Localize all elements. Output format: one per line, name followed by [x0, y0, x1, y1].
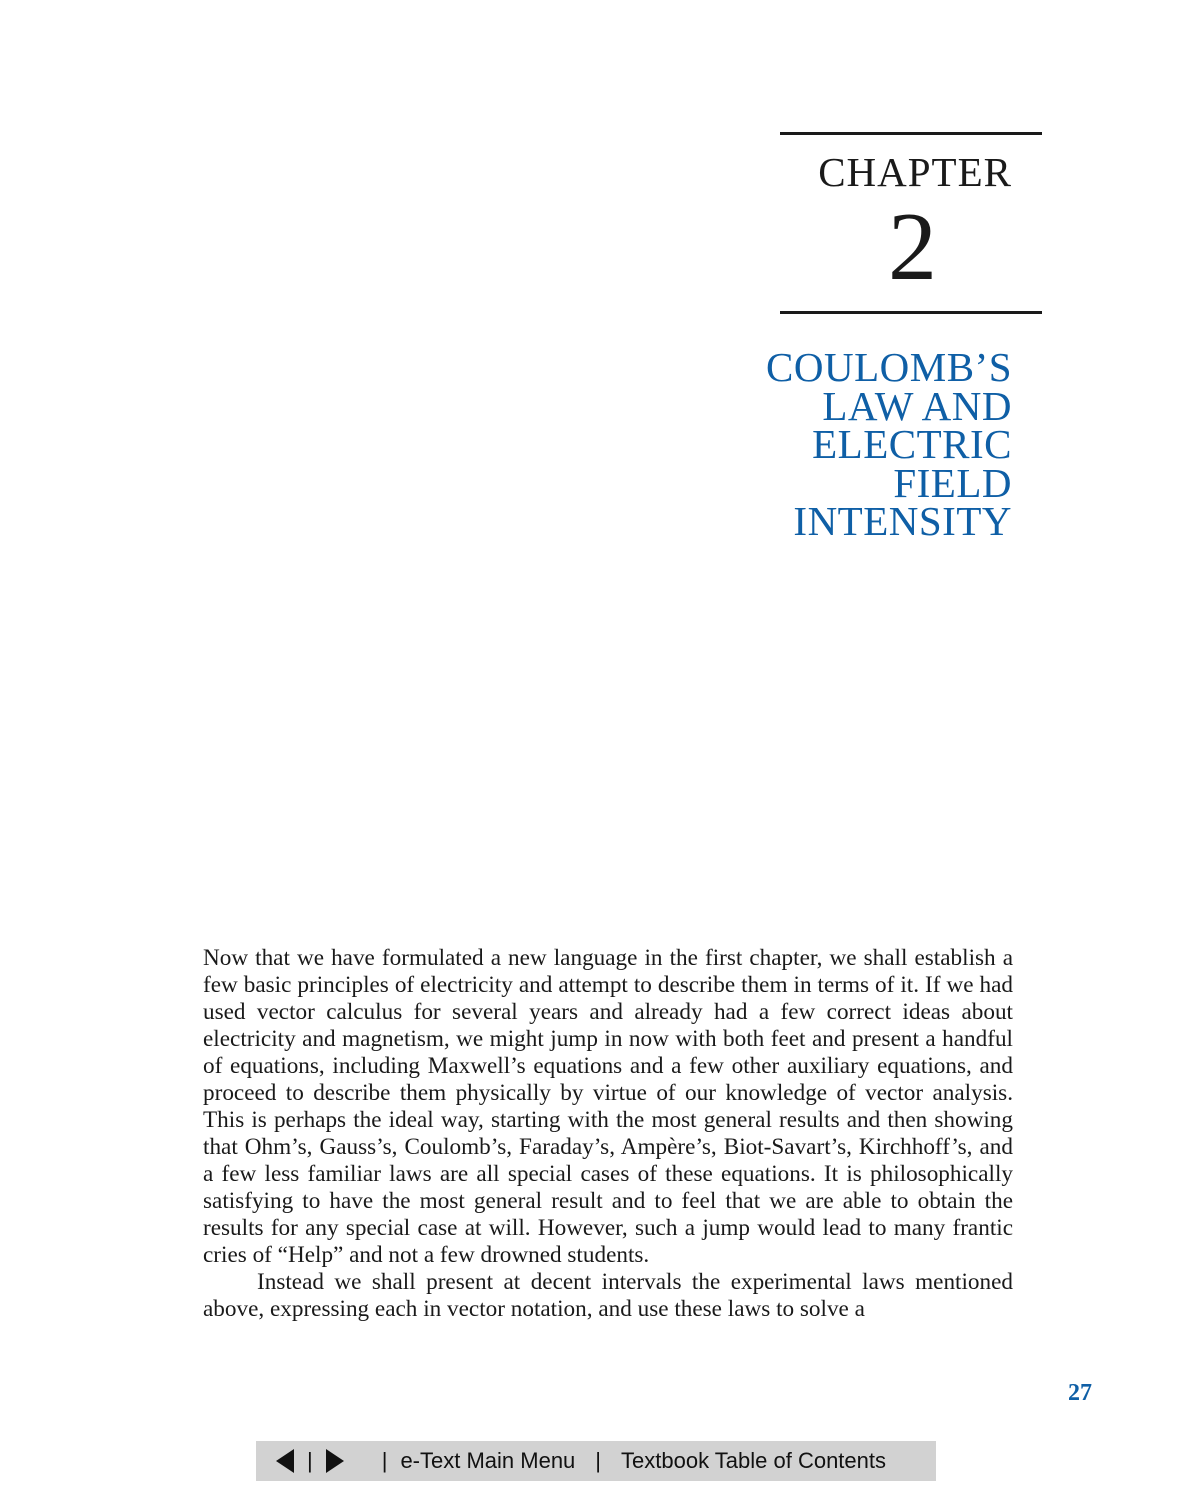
- paragraph: Now that we have formulated a new language in the first chapter, we shall establish a few basic principles of electricity and attempt to describe them in terms of it. If we had used vector calculus for several years and already had a few correct ideas about electricity and magnetism, we might jump in now with both feet and present a handful of equations, including Maxwell’s equations and a few other auxiliary equations, and proceed to describe them physically by virtue of our knowledge of vector analysis. This is perhaps the ideal way, starting with the most general results and then showing that Ohm’s, Gauss’s, Coulomb’s, Faraday’s, Ampère’s, Biot-Savart’s, Kirchhoff’s, and a few less familiar laws are all special cases of these equations. It is philosophically satisfying to have the most general result and to feel that we are able to obtain the results for any special case at will. However, such a jump would lead to many frantic cries of “Help” and not a few drowned students.: [203, 945, 1013, 1268]
- nav-separator: |: [307, 1448, 313, 1473]
- page-number: 27: [1068, 1380, 1092, 1406]
- textbook-toc-link[interactable]: Textbook Table of Contents: [621, 1448, 887, 1473]
- chapter-label: CHAPTER: [818, 149, 1012, 195]
- chapter-number: 2: [888, 193, 937, 301]
- chapter-title-line: FIELD: [893, 459, 1012, 506]
- body-text: [203, 945, 1013, 1323]
- previous-page-arrow-icon[interactable]: [276, 1449, 294, 1473]
- nav-separator: |: [381, 1448, 388, 1473]
- chapter-title-line: INTENSITY: [793, 498, 1012, 544]
- etext-main-menu-link[interactable]: e-Text Main Menu: [400, 1448, 576, 1473]
- next-page-arrow-icon[interactable]: [326, 1449, 344, 1473]
- chapter-bottom-rule: [780, 311, 1042, 314]
- paragraph: Instead we shall present at decent intervals the experimental laws mentioned above, expressing each in vector notation, and use these laws to solve a: [203, 1269, 1013, 1322]
- chapter-top-rule: [780, 132, 1042, 135]
- navigation-bar: [256, 1441, 936, 1481]
- chapter-title-line: COULOMB’S: [766, 344, 1012, 390]
- nav-separator: |: [595, 1448, 602, 1473]
- chapter-title-line: ELECTRIC: [812, 421, 1012, 467]
- chapter-title: [766, 344, 1012, 544]
- chapter-title-line: LAW AND: [822, 382, 1012, 429]
